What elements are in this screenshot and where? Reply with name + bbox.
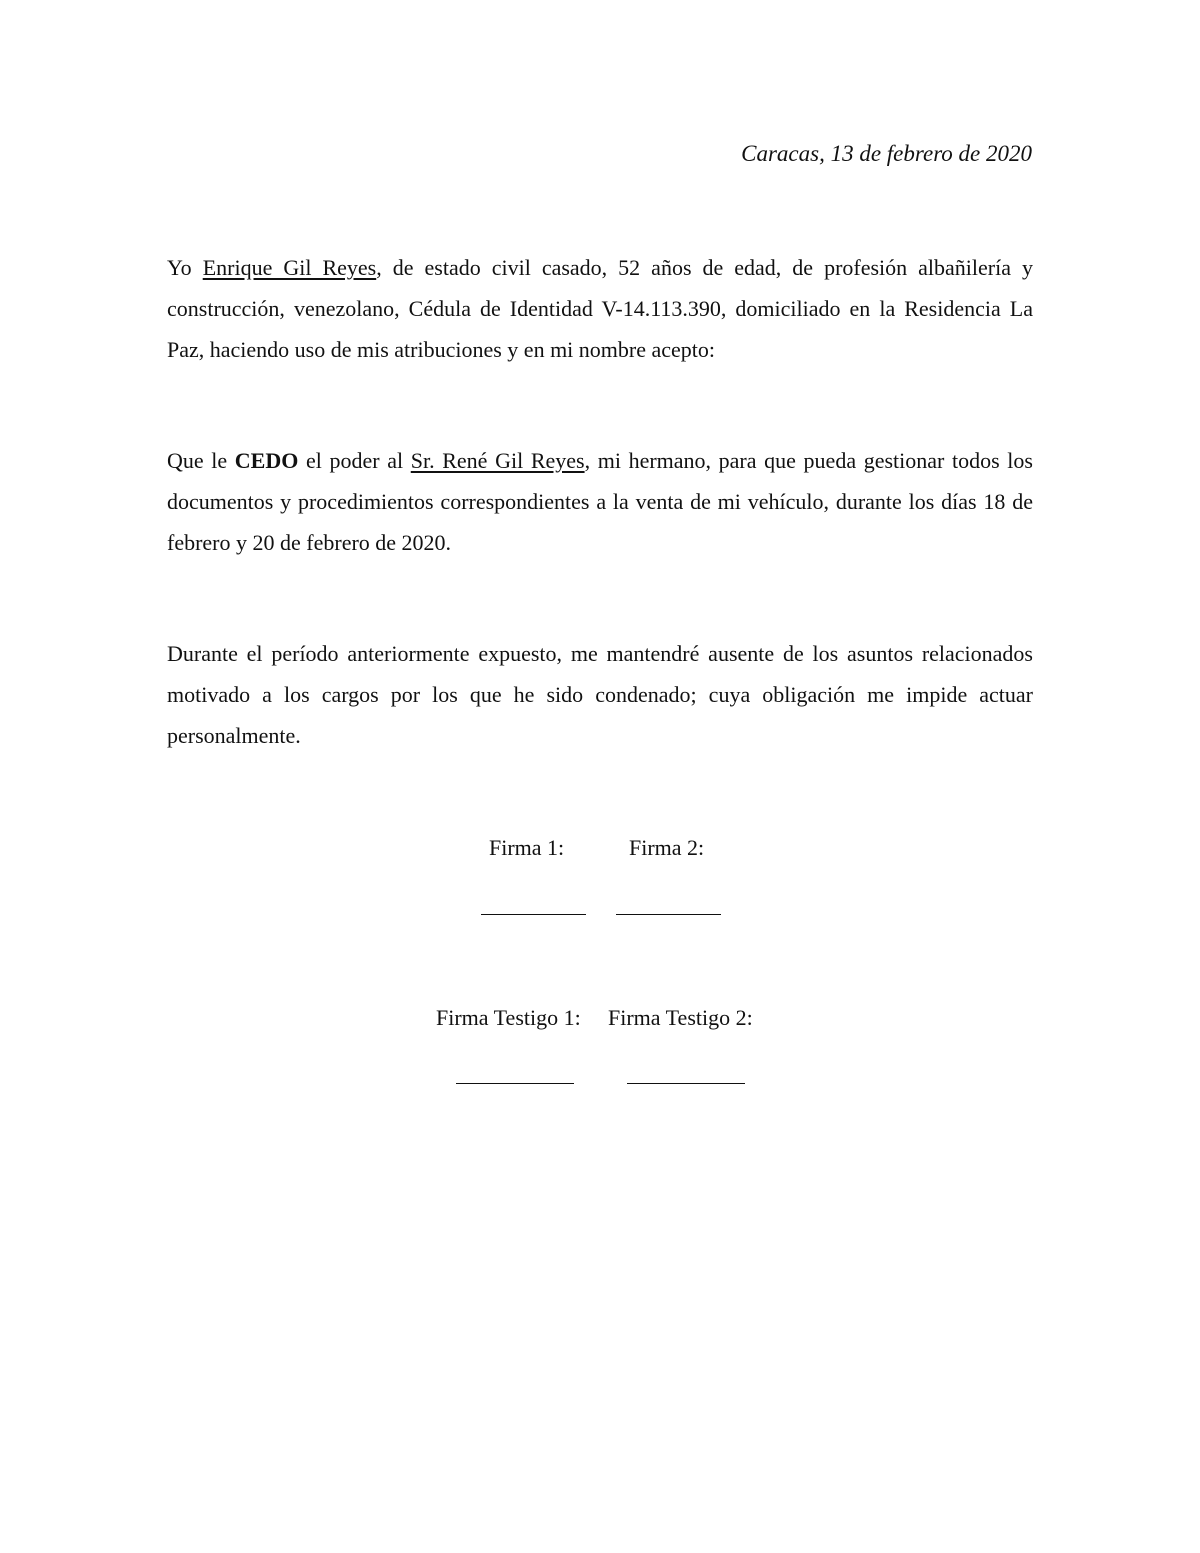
- paragraph-grant-intro: Que le: [167, 448, 235, 473]
- paragraph-reason: Durante el período anteriormente expuesto, me mantendré ausente de los asuntos relacionados motivado a los cargos por los que he sido condenado; cuya obligación me impide actuar personalmente.: [167, 641, 1033, 748]
- paragraph-grantor-body: , de estado civil casado, 52 años de edad, de profesión albañilería y construcción, venezolano, Cédula de Identidad V-14.113.390, domiciliado en la Residencia La Paz, haciendo uso de mis atribuciones y en mi nombre acepto:: [167, 255, 1034, 362]
- signature-2-line: [616, 914, 721, 915]
- signature-1-label: Firma 1:: [489, 835, 565, 860]
- paragraph-grant-body: , mi hermano, para que pueda gestionar todos los documentos y procedimientos correspondientes a la venta de mi vehículo, durante los días 18 de febrero y 20 de febrero de 2020.: [167, 448, 1033, 555]
- grantor-name: Enrique Gil Reyes: [202, 255, 377, 280]
- paragraph-grant-mid: el poder al: [298, 448, 411, 473]
- paragraph-grantor: [167, 247, 1033, 370]
- date-line: Caracas, 13 de febrero de 2020: [741, 141, 1032, 166]
- signature-2-label: Firma 2:: [629, 835, 705, 860]
- signature-1-line: [481, 914, 586, 915]
- cedo-keyword: CEDO: [234, 448, 299, 473]
- witness-1-line: [456, 1083, 574, 1084]
- witness-2-line: [627, 1083, 745, 1084]
- paragraph-grantor-intro: Yo: [167, 255, 203, 280]
- grantee-name: Sr. René Gil Reyes: [410, 448, 585, 473]
- witness-2-label: Firma Testigo 2:: [608, 1005, 753, 1030]
- witness-1-label: Firma Testigo 1:: [436, 1005, 581, 1030]
- paragraph-grant: [167, 440, 1033, 563]
